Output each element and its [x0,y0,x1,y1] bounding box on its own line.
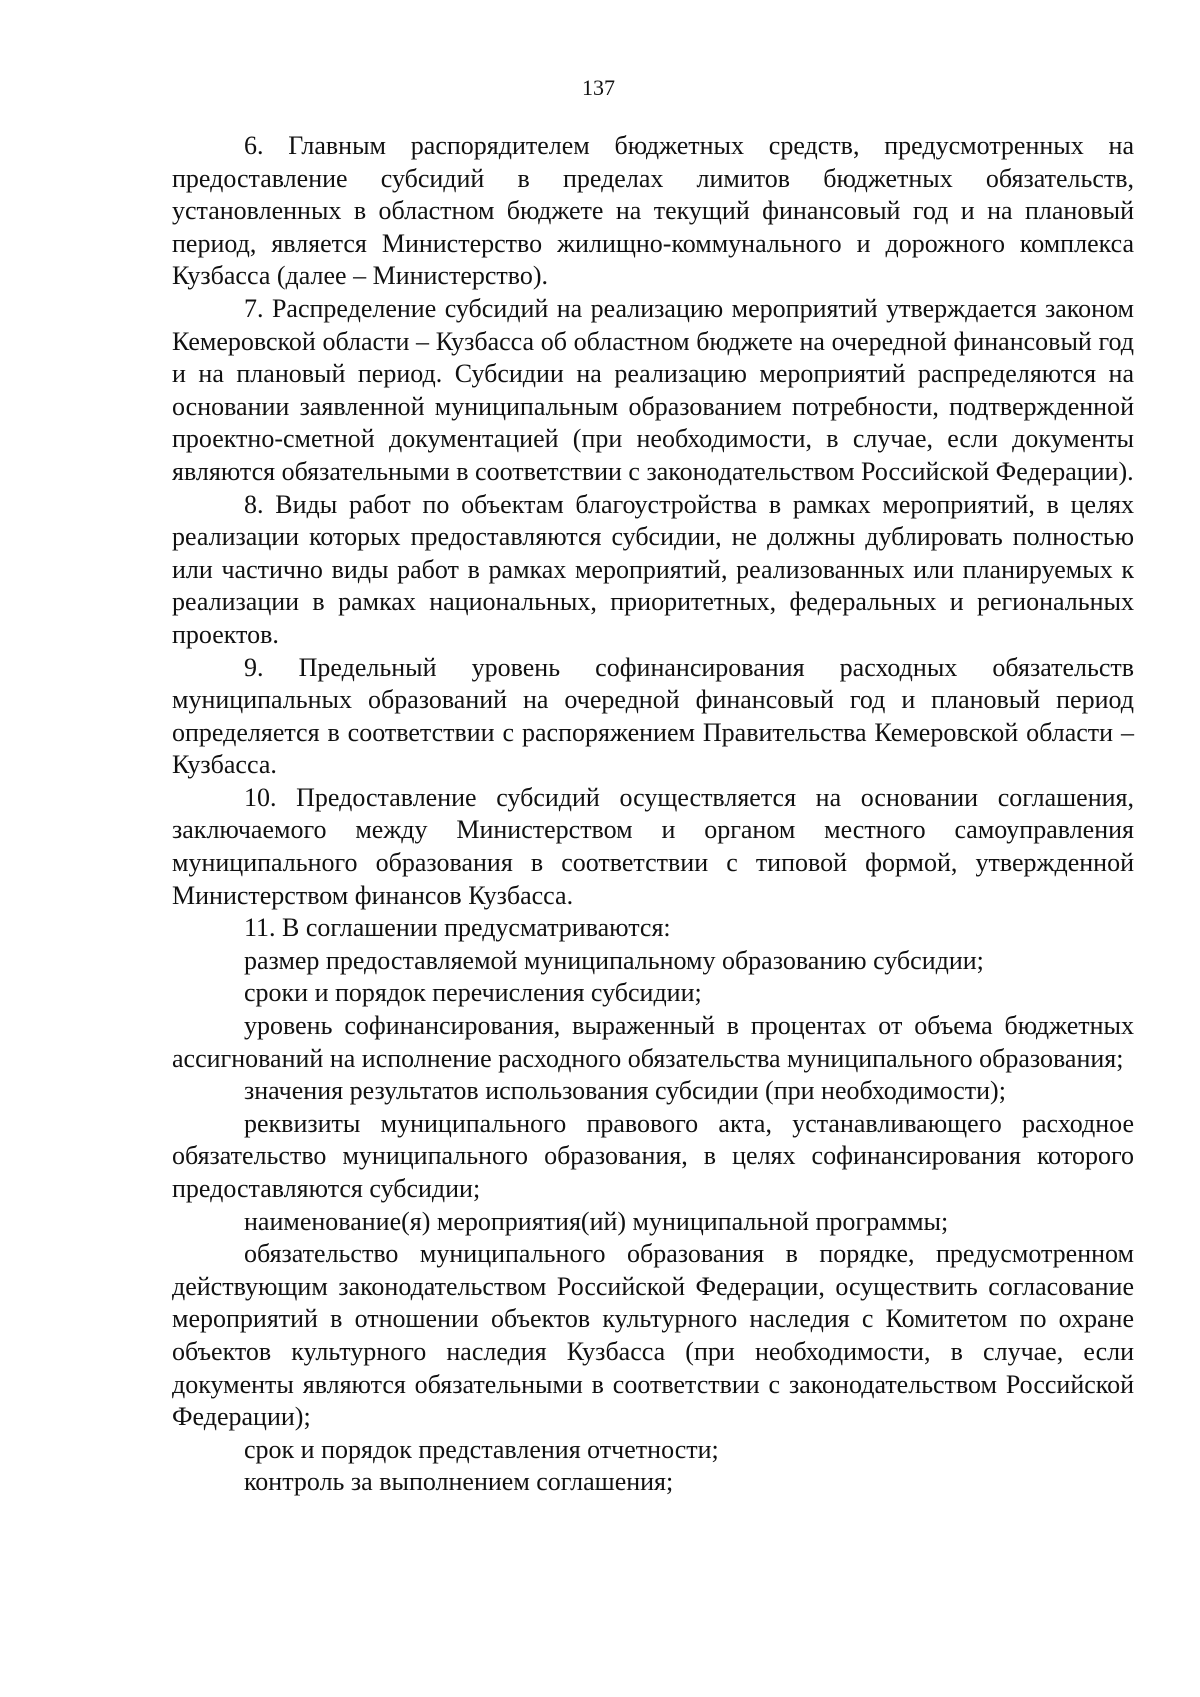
list-item-program-measures: наименование(я) мероприятия(ий) муниципальной программы; [244,1206,949,1236]
paragraph-9: 9. Предельный уровень софинансирования расходных обязательств муниципальных образований на очередной финансовый год и плановый период определяется в соответствии с распоряжением Правительства Кемеровской области – Кузбасса. [172,652,1134,780]
list-item-heritage-approval: обязательство муниципального образования в порядке, предусмотренном действующим законодательством Российской Федерации, осуществить согласование мероприятий в отношении объектов культурного наследия с Комитетом по охране объектов культурного наследия Кузбасса (при необходимости, в случае, если документы являются обязательными в соответствии с законодательством Российской Федерации); [172,1239,1134,1432]
list-item-result-values: значения результатов использования субсидии (при необходимости); [244,1076,1006,1106]
page-number: 137 [582,75,615,100]
paragraph-11: 11. В соглашении предусматриваются: [244,913,671,943]
paragraph-8: 8. Виды работ по объектам благоустройства в рамках мероприятий, в целях реализации которых предоставляются субсидии, не должны дублировать полностью или частично виды работ в рамках мероприятий, реализованных или планируемых к реализации в рамках национальных, приоритетных, федеральных и региональных проектов. [172,489,1134,649]
list-item-subsidy-amount: размер предоставляемой муниципальному образованию субсидии; [244,945,984,975]
list-item-cofinancing-level: уровень софинансирования, выраженный в процентах от объема бюджетных ассигнований на исполнение расходного обязательства муниципального образования; [172,1011,1134,1073]
paragraph-7: 7. Распределение субсидий на реализацию мероприятий утверждается законом Кемеровской области – Кузбасса об областном бюджете на очередной финансовый год и на плановый период. Субсидии на реализацию мероприятий распределяются на основании заявленной муниципальным образованием потребности, подтвержденной проектно-сметной документацией (при необходимости, в случае, если документы являются обязательными в соответствии с законодательством Российской Федерации). [172,293,1134,486]
list-item-legal-act-details: реквизиты муниципального правового акта, устанавливающего расходное обязательство муниципального образования, в целях софинансирования которого предоставляются субсидии; [172,1108,1134,1203]
list-item-reporting: срок и порядок представления отчетности; [244,1434,719,1464]
document-body [172,130,1134,1499]
paragraph-10: 10. Предоставление субсидий осуществляется на основании соглашения, заключаемого между Министерством и органом местного самоуправления муниципального образования в соответствии с типовой формой, утвержденной Министерством финансов Кузбасса. [172,782,1134,910]
list-item-control: контроль за выполнением соглашения; [244,1467,674,1497]
list-item-transfer-terms: сроки и порядок перечисления субсидии; [244,978,702,1008]
paragraph-6: 6. Главным распорядителем бюджетных средств, предусмотренных на предоставление субсидий в пределах лимитов бюджетных обязательств, установленных в областном бюджете на текущий финансовый год и на плановый период, является Министерство жилищно-коммунального и дорожного комплекса Кузбасса (далее – Министерство). [172,131,1134,291]
